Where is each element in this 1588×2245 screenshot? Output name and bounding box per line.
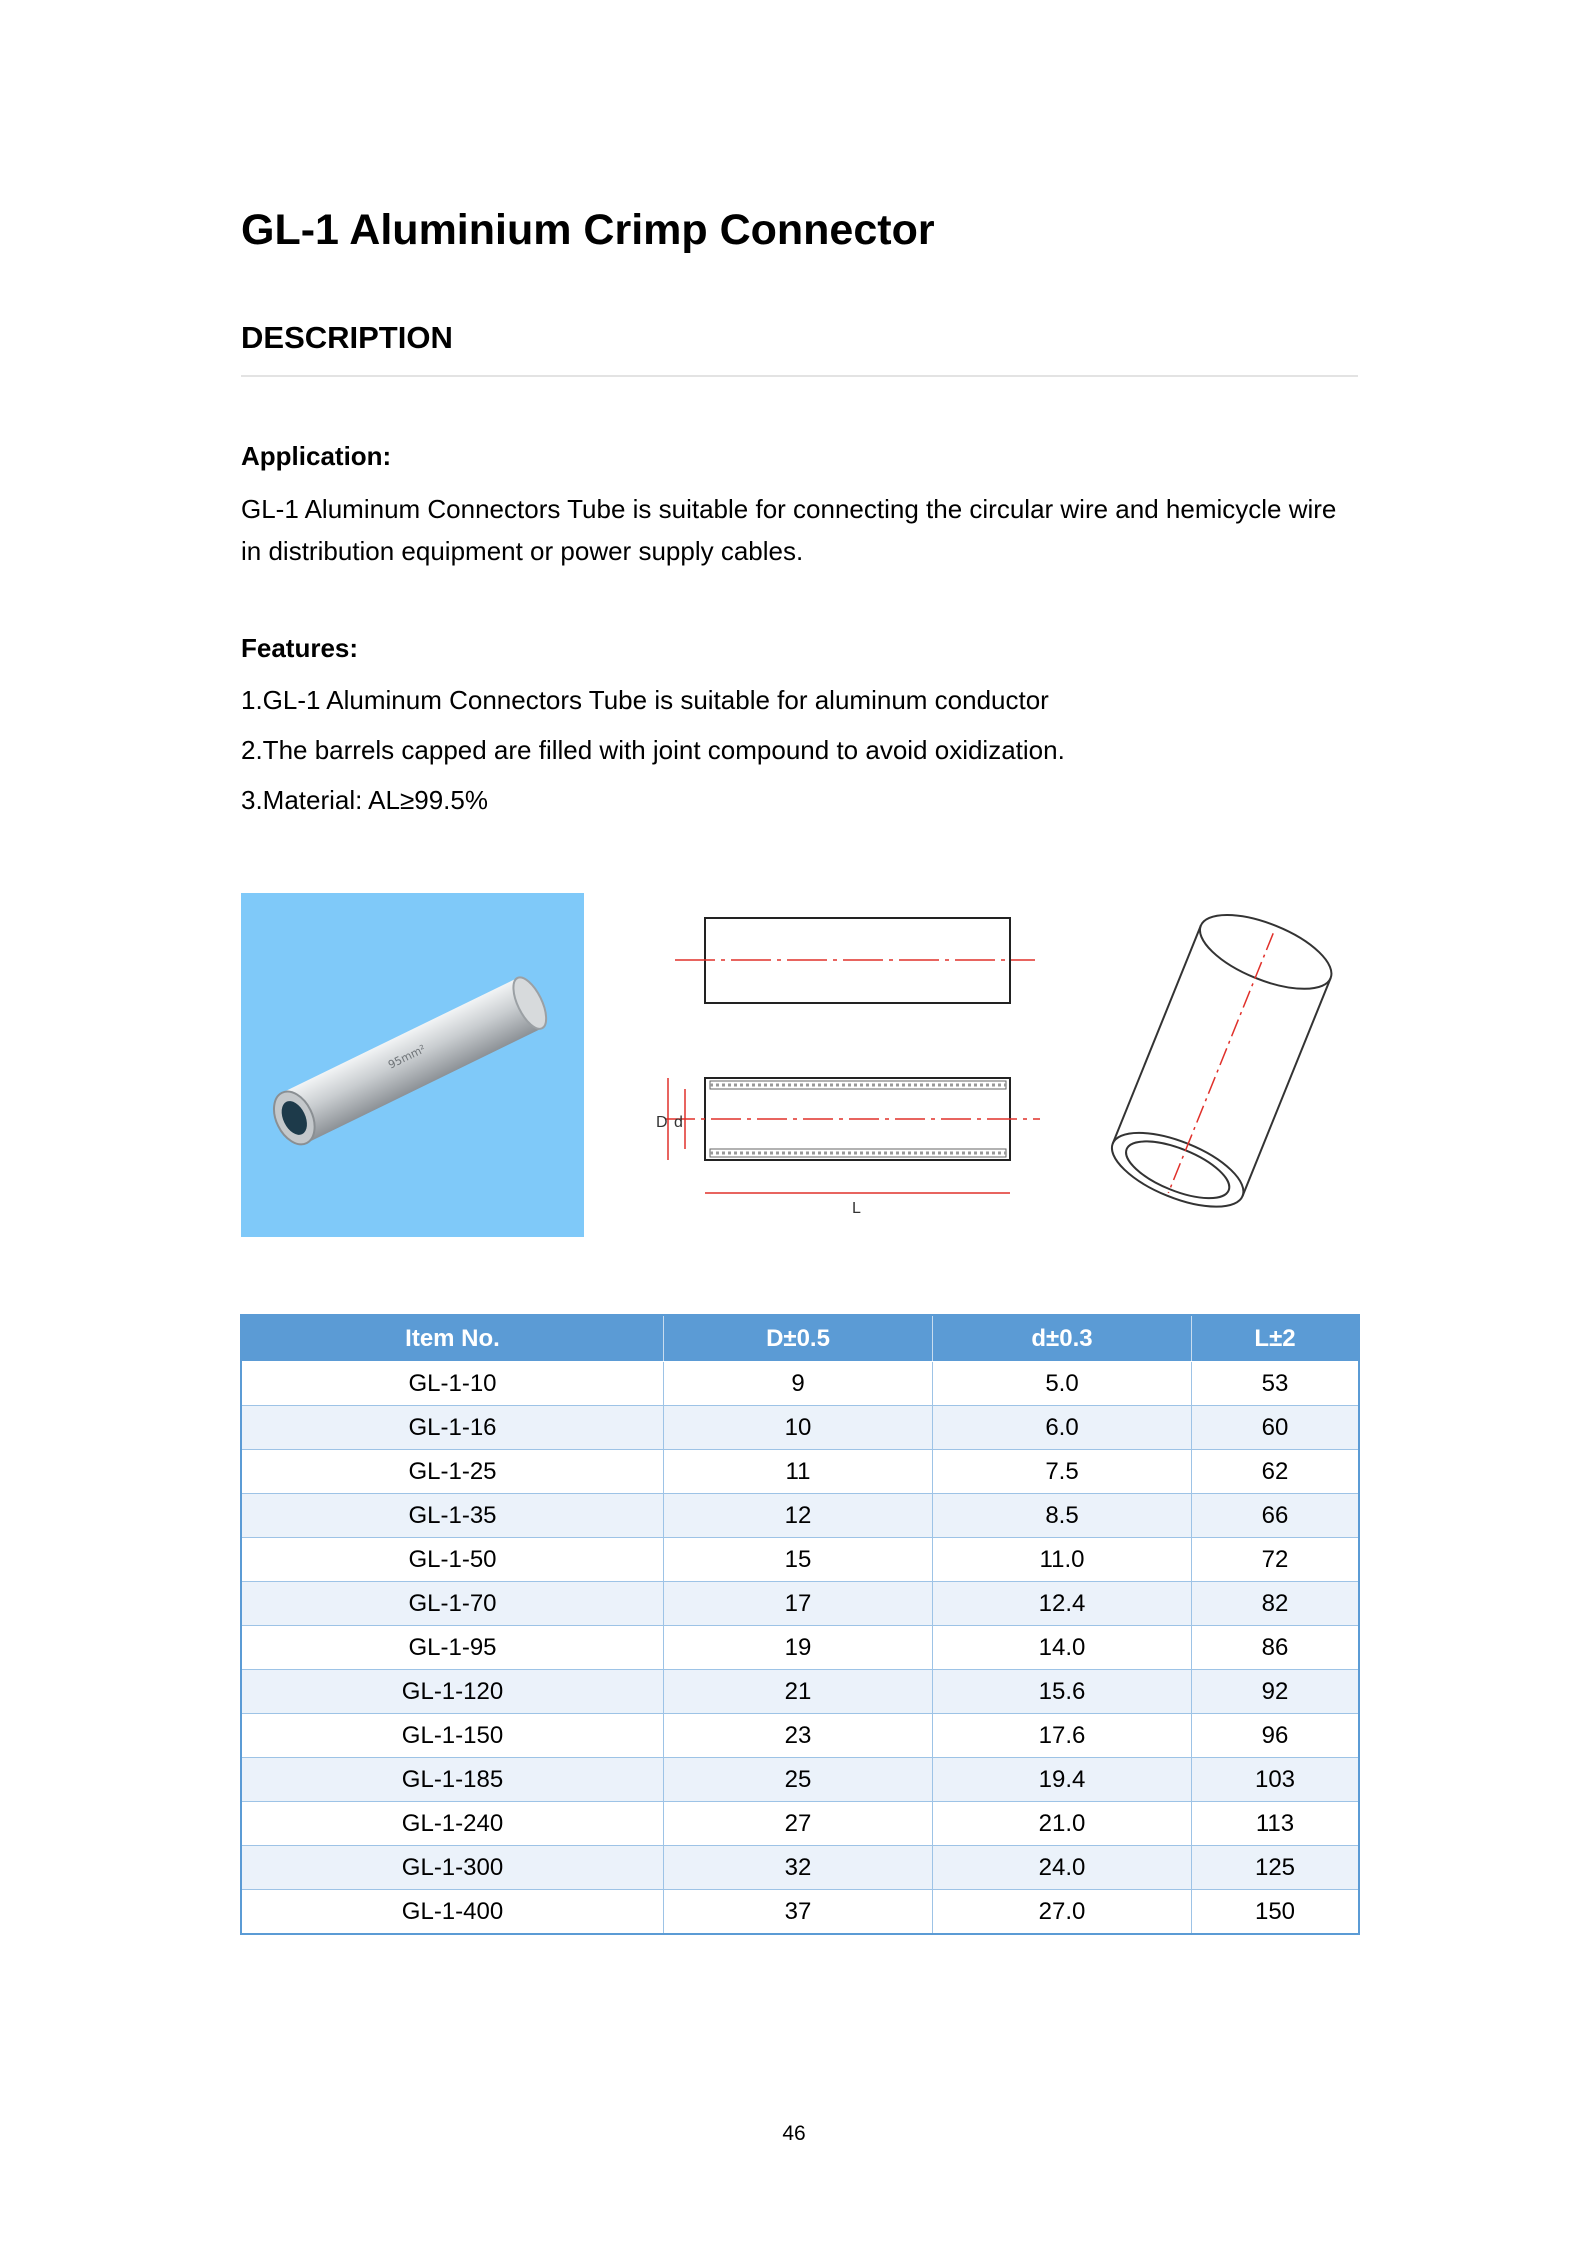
- table-cell: 86: [1192, 1626, 1360, 1670]
- table-cell: 8.5: [933, 1494, 1192, 1538]
- table-cell: 17: [664, 1582, 933, 1626]
- col-L: L±2: [1192, 1315, 1360, 1362]
- table-cell: GL-1-10: [241, 1362, 664, 1406]
- table-cell: 19: [664, 1626, 933, 1670]
- table-cell: GL-1-400: [241, 1890, 664, 1935]
- table-cell: 103: [1192, 1758, 1360, 1802]
- table-cell: 9: [664, 1362, 933, 1406]
- feature-item-1: 1.GL-1 Aluminum Connectors Tube is suitable for aluminum conductor: [241, 685, 1049, 715]
- table-cell: 14.0: [933, 1626, 1192, 1670]
- table-cell: GL-1-300: [241, 1846, 664, 1890]
- table-row: [241, 1450, 1359, 1494]
- table-row: [241, 1846, 1359, 1890]
- table-cell: 72: [1192, 1538, 1360, 1582]
- table-cell: GL-1-185: [241, 1758, 664, 1802]
- dim-L-label: L: [852, 1200, 861, 1217]
- table-cell: GL-1-95: [241, 1626, 664, 1670]
- dim-D-label: D: [656, 1114, 668, 1131]
- table-cell: 32: [664, 1846, 933, 1890]
- table-row: [241, 1582, 1359, 1626]
- table-cell: 15.6: [933, 1670, 1192, 1714]
- table-row: [241, 1802, 1359, 1846]
- table-row: [241, 1494, 1359, 1538]
- table-cell: GL-1-70: [241, 1582, 664, 1626]
- table-row: [241, 1670, 1359, 1714]
- table-cell: 5.0: [933, 1362, 1192, 1406]
- table-cell: 37: [664, 1890, 933, 1935]
- table-cell: 60: [1192, 1406, 1360, 1450]
- col-d: d±0.3: [933, 1315, 1192, 1362]
- feature-item-2: 2.The barrels capped are filled with joint compound to avoid oxidization.: [241, 735, 1065, 765]
- table-cell: GL-1-240: [241, 1802, 664, 1846]
- table-row: [241, 1626, 1359, 1670]
- table-cell: 21: [664, 1670, 933, 1714]
- table-cell: 6.0: [933, 1406, 1192, 1450]
- table-cell: GL-1-35: [241, 1494, 664, 1538]
- table-row: [241, 1538, 1359, 1582]
- table-cell: 96: [1192, 1714, 1360, 1758]
- table-cell: 27.0: [933, 1890, 1192, 1935]
- table-row: [241, 1890, 1359, 1935]
- table-cell: 62: [1192, 1450, 1360, 1494]
- feature-item-3: 3.Material: AL≥99.5%: [241, 785, 488, 815]
- table-cell: 66: [1192, 1494, 1360, 1538]
- table-row: [241, 1714, 1359, 1758]
- table-cell: GL-1-50: [241, 1538, 664, 1582]
- col-item-no: Item No.: [241, 1315, 664, 1362]
- table-cell: 25: [664, 1758, 933, 1802]
- table-cell: 24.0: [933, 1846, 1192, 1890]
- table-cell: 27: [664, 1802, 933, 1846]
- table-cell: 11.0: [933, 1538, 1192, 1582]
- table-cell: 125: [1192, 1846, 1360, 1890]
- page-number: 46: [782, 2122, 806, 2145]
- table-cell: 23: [664, 1714, 933, 1758]
- table-cell: 19.4: [933, 1758, 1192, 1802]
- table-cell: 12.4: [933, 1582, 1192, 1626]
- section-divider: [241, 375, 1358, 377]
- isometric-drawing: [1100, 893, 1340, 1238]
- section-heading: DESCRIPTION: [241, 320, 453, 355]
- application-heading: Application:: [241, 441, 392, 471]
- table-cell: 15: [664, 1538, 933, 1582]
- table-row: [241, 1406, 1359, 1450]
- table-header-row: [241, 1315, 1359, 1362]
- table-cell: 7.5: [933, 1450, 1192, 1494]
- table-cell: 17.6: [933, 1714, 1192, 1758]
- table-cell: 92: [1192, 1670, 1360, 1714]
- features-heading: Features:: [241, 633, 359, 663]
- table-cell: 11: [664, 1450, 933, 1494]
- table-cell: GL-1-25: [241, 1450, 664, 1494]
- table-cell: 150: [1192, 1890, 1360, 1935]
- table-cell: GL-1-16: [241, 1406, 664, 1450]
- table-cell: 12: [664, 1494, 933, 1538]
- table-row: [241, 1362, 1359, 1406]
- spec-table: [240, 1314, 1360, 1935]
- table-cell: 10: [664, 1406, 933, 1450]
- col-D: D±0.5: [664, 1315, 933, 1362]
- table-cell: GL-1-120: [241, 1670, 664, 1714]
- product-photo: [241, 893, 584, 1237]
- table-cell: 21.0: [933, 1802, 1192, 1846]
- dim-d-label: d: [674, 1114, 683, 1131]
- table-cell: GL-1-150: [241, 1714, 664, 1758]
- table-cell: 82: [1192, 1582, 1360, 1626]
- table-row: [241, 1758, 1359, 1802]
- table-cell: 113: [1192, 1802, 1360, 1846]
- table-cell: 53: [1192, 1362, 1360, 1406]
- tube-marking: 95mm²: [386, 1042, 428, 1072]
- application-text: GL-1 Aluminum Connectors Tube is suitable for connecting the circular wire and hemicycle wire in distribution equipment or power supply cables.: [241, 494, 1337, 566]
- page-title: GL-1 Aluminium Crimp Connector: [241, 206, 935, 254]
- technical-drawing: [650, 893, 1050, 1238]
